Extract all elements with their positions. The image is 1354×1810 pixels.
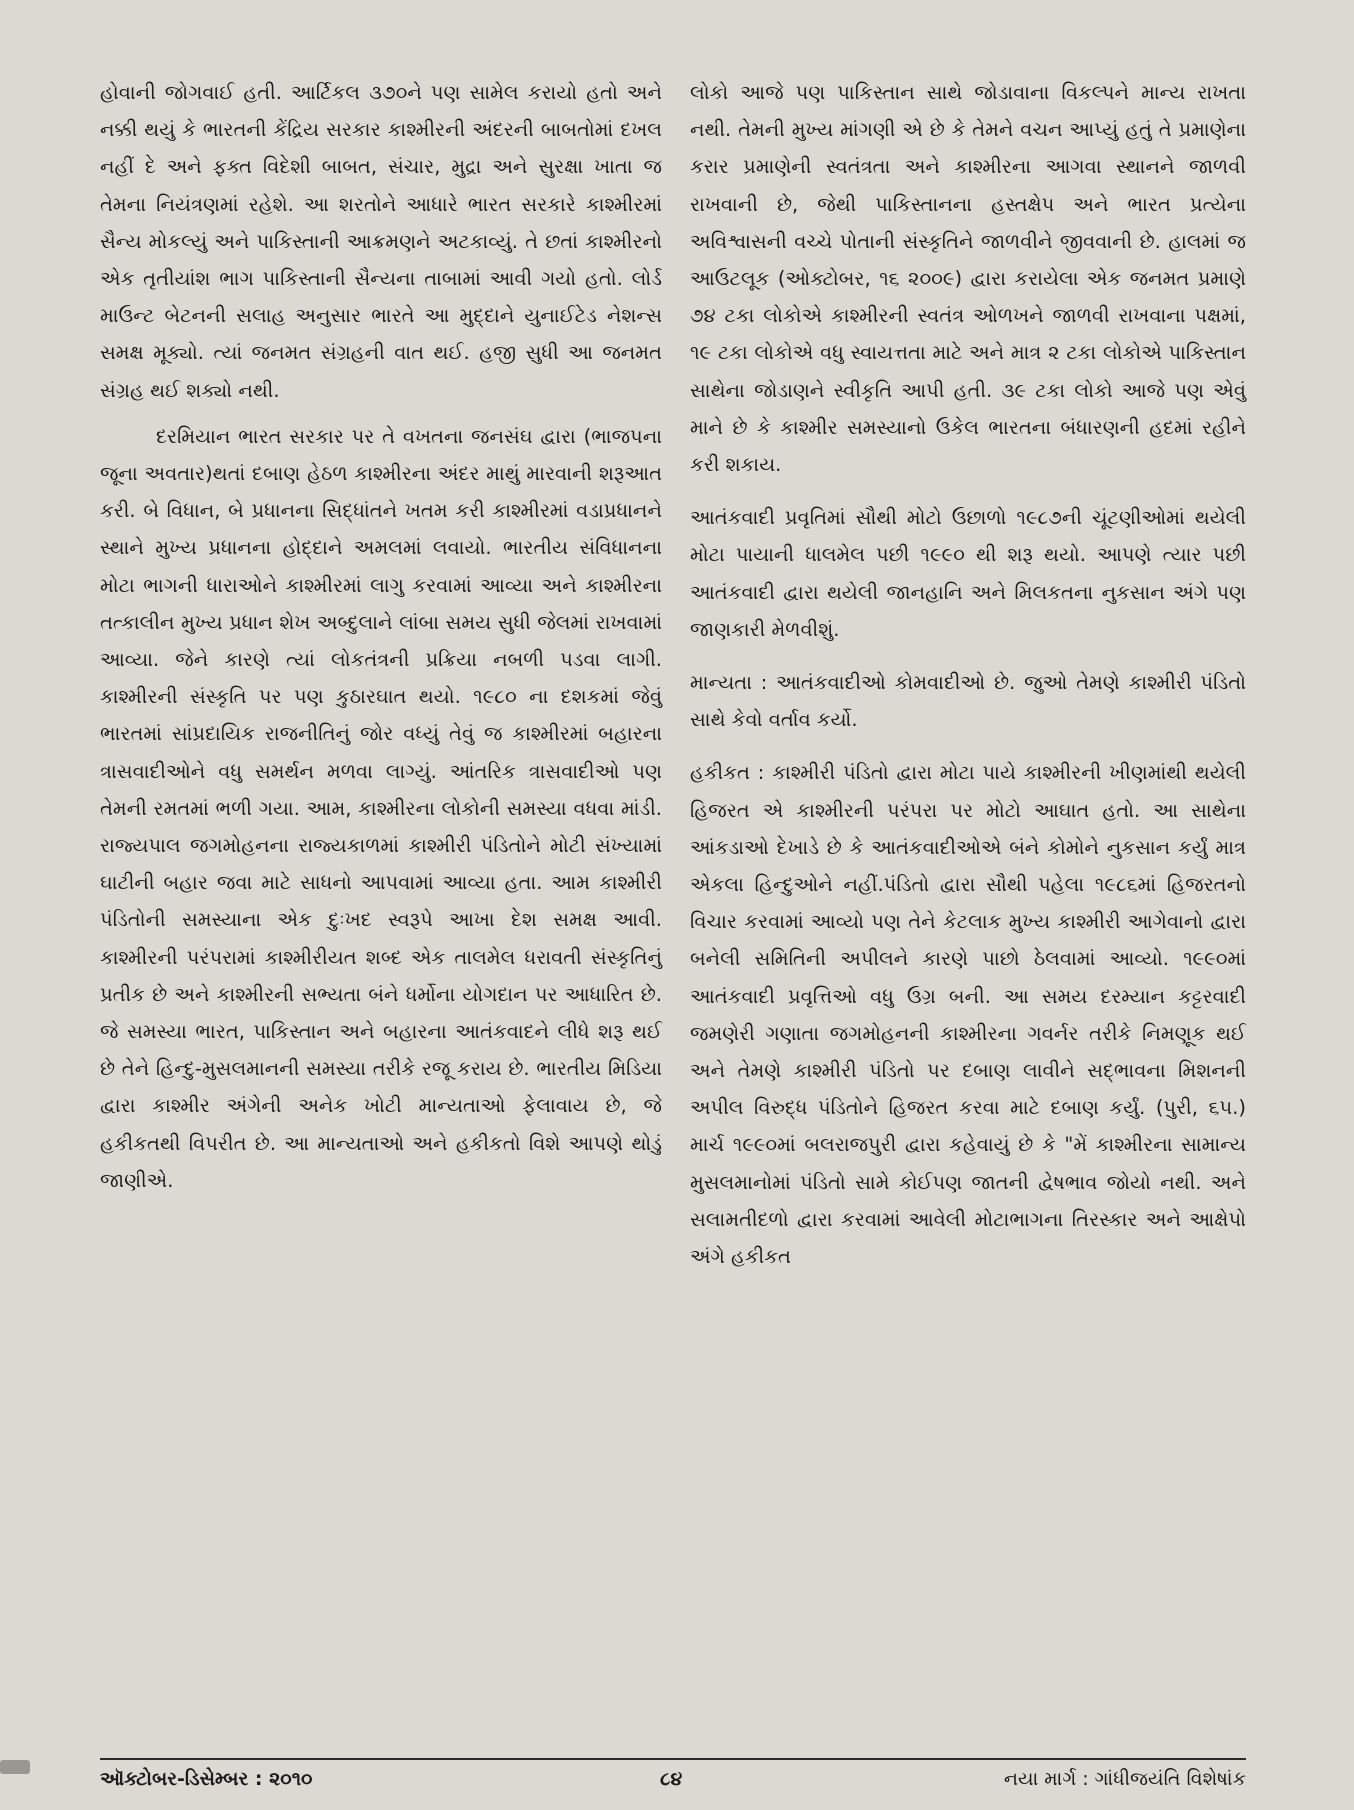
page-number: ૮૪ (660, 1768, 683, 1790)
paragraph: આતંકવાદી પ્રવૃતિમાં સૌથી મોટો ઉછાળો ૧૯૮૭ની ચૂંટણીઓમાં થયેલી મોટા પાયાની ધાલમેલ પછી ૧૯૯૦ થી શરૂ થયો. આપણે ત્યાર પછી આતંકવાદી દ્વારા થયેલી જાનહાનિ અને મિલકતના નુકસાન અંગે પણ જાણકારી મેળવીશું. (690, 506, 1246, 641)
paragraph: લોકો આજે પણ પાકિસ્તાન સાથે જોડાવાના વિકલ્પને માન્ય રાખતા નથી. તેમની મુખ્ય માંગણી એ છે કે તેમને વચન આપ્યું હતું તે પ્રમાણેના કરાર પ્રમાણેની સ્વતંત્રતા અને કાશ્મીરના આગવા સ્થાનને જાળવી રાખવાની છે, જેથી પાકિસ્તાનના હસ્તક્ષેપ અને ભારત પ્રત્યેના અવિશ્વાસની વચ્ચે પોતાની સંસ્કૃતિને જાળવીને જીવવાની છે. હાલમાં જ આઉટલૂક (ઓક્ટોબર, ૧૬ ૨૦૦૯) દ્વારા કરાયેલા એક જનમત પ્રમાણે ૭૪ ટકા લોકોએ કાશ્મીરની સ્વતંત્ર ઓળખને જાળવી રાખવાના પક્ષમાં, ૧૯ ટકા લોકોએ વધુ સ્વાયત્તતા માટે અને માત્ર ૨ ટકા લોકોએ પાકિસ્તાન સાથેના જોડાણને સ્વીકૃતિ આપી હતી. ૩૯ ટકા લોકો આજે પણ એવું માને છે કે કાશ્મીર સમસ્યાનો ઉકેલ ભારતના બંધારણની હદમાં રહીને કરી શકાય. (690, 81, 1246, 477)
right-column (690, 74, 1246, 1275)
footer-publication: નયા માર્ગ : ગાંધીજયંતિ વિશેષાંક (1003, 1768, 1246, 1790)
paragraph: દરમિયાન ભારત સરકાર પર તે વખતના જનસંઘ દ્વારા (ભાજપના જૂના અવતાર)થતાં દબાણ હેઠળ કાશ્મીરના અંદર માથું મારવાની શરૂઆત કરી. બે વિધાન, બે પ્રધાનના સિદ્ધાંતને ખતમ કરી કાશ્મીરમાં વડાપ્રધાનને સ્થાને મુખ્ય પ્રધાનના હોદ્દાને અમલમાં લવાયો. ભારતીય સંવિધાનના મોટા ભાગની ધારાઓને કાશ્મીરમાં લાગુ કરવામાં આવ્યા અને કાશ્મીરના તત્કાલીન મુખ્ય પ્રધાન શેખ અબ્દુલાને લાંબા સમય સુધી જેલમાં રાખવામાં આવ્યા. જેને કારણે ત્યાં લોકતંત્રની પ્રક્રિયા નબળી પડવા લાગી. કાશ્મીરની સંસ્કૃતિ પર પણ કુઠારઘાત થયો. ૧૯૮૦ ના દશકમાં જેવું ભારતમાં સાંપ્રદાયિક રાજનીતિનું જોર વધ્યું તેવું જ કાશ્મીરમાં બહારના ત્રાસવાદીઓને વધુ સમર્થન મળવા લાગ્યું. આંતરિક ત્રાસવાદીઓ પણ તેમની રમતમાં ભળી ગયા. આમ, કાશ્મીરના લોકોની સમસ્યા વધવા માંડી. રાજ્યપાલ જગમોહનના રાજ્યકાળમાં કાશ્મીરી પંડિતોને મોટી સંખ્યામાં ઘાટીની બહાર જવા માટે સાધનો આપવામાં આવ્યા હતા. આમ કાશ્મીરી પંડિતોની સમસ્યાના એક દુઃખદ સ્વરૂપે આખા દેશ સમક્ષ આવી. કાશ્મીરની પરંપરામાં કાશ્મીરીયત શબ્દ એક તાલમેલ ધરાવતી સંસ્કૃતિનું પ્રતીક છે અને કાશ્મીરની સભ્યતા બંને ધર્મોના યોગદાન પર આધારિત છે. જે સમસ્યા ભારત, પાકિસ્તાન અને બહારના આતંકવાદને લીધે શરૂ થઈ છે તેને હિન્દુ-મુસલમાનની સમસ્યા તરીકે રજૂ કરાય છે. ભારતીય મિડિયા દ્વારા કાશ્મીર અંગેની અનેક ખોટી માન્યતાઓ ફેલાવાય છે, જે હકીકતથી વિપરીત છે. આ માન્યતાઓ અને હકીકતો વિશે આપણે થોડું જાણીએ. (100, 424, 662, 1192)
paragraph: હોવાની જોગવાઈ હતી. આર્ટિકલ ૩૭૦ને પણ સામેલ કરાયો હતો અને નક્કી થયું કે ભારતની કેંદ્રિય સરકાર કાશ્મીરની અંદરની બાબતોમાં દખલ નહીં દે અને ફક્ત વિદેશી બાબત, સંચાર, મુદ્રા અને સુરક્ષા ખાતા જ તેમના નિયંત્રણમાં રહેશે. આ શરતોને આધારે ભારત સરકારે કાશ્મીરમાં સૈન્ય મોકલ્યું અને પાકિસ્તાની આક્રમણને અટકાવ્યું. તે છતાં કાશ્મીરનો એક તૃતીયાંશ ભાગ પાકિસ્તાની સૈન્યના તાબામાં આવી ગયો હતો. લોર્ડ માઉન્ટ બેટનની સલાહ અનુસાર ભારતે આ મુદ્દાને યુનાઈટેડ નેશન્સ સમક્ષ મૂક્યો. ત્યાં જનમત સંગ્રહની વાત થઈ. હજી સુધી આ જનમત સંગ્રહ થઈ શક્યો નથી. (100, 81, 662, 402)
scan-smudge (0, 1760, 30, 1774)
footer-date: ઑક્ટોબર-ડિસેમ્બર : ૨૦૧૦ (100, 1768, 313, 1790)
myth-paragraph: માન્યતા : આતંકવાદીઓ કોમવાદીઓ છે. જુઓ તેમણે કાશ્મીરી પંડિતો સાથે કેવો વર્તાવ કર્યો. (690, 671, 1246, 732)
left-column (100, 74, 662, 1199)
page-footer (100, 1768, 1246, 1798)
footer-divider (100, 1758, 1246, 1760)
fact-paragraph: હકીકત : કાશ્મીરી પંડિતો દ્વારા મોટા પાયે કાશ્મીરની ખીણમાંથી થયેલી હિજરત એ કાશ્મીરની પરંપરા પર મોટો આઘાત હતો. આ સાથેના આંકડાઓ દેખાડે છે કે આતંકવાદીઓએ બંને કોમોને નુકસાન કર્યું માત્ર એકલા હિન્દુઓને નહીં.પંડિતો દ્વારા સૌથી પહેલા ૧૯૮૬માં હિજરતનો વિચાર કરવામાં આવ્યો પણ તેને કેટલાક મુખ્ય કાશ્મીરી આગેવાનો દ્વારા બનેલી સમિતિની અપીલને કારણે પાછો ઠેલવામાં આવ્યો. ૧૯૯૦માં આતંકવાદી પ્રવૃત્તિઓ વધુ ઉગ્ર બની. આ સમય દરમ્યાન કટ્ટરવાદી જમણેરી ગણાતા જગમોહનની કાશ્મીરના ગવર્નર તરીકે નિમણૂક થઈ અને તેમણે કાશ્મીરી પંડિતો પર દબાણ લાવીને સદ્ભાવના મિશનની અપીલ વિરુદ્ધ પંડિતોને હિજરત કરવા માટે દબાણ કર્યું. (પુરી, ૬૫.) માર્ચ ૧૯૯૦માં બલરાજપુરી દ્વારા કહેવાયું છે કે "મેં કાશ્મીરના સામાન્ય મુસલમાનોમાં પંડિતો સામે કોઈપણ જાતની દ્વેષભાવ જોયો નથી. અને સલામતીદળો દ્વારા કરવામાં આવેલી મોટાભાગના તિરસ્કાર અને આક્ષેપો અંગે હકીકત (690, 761, 1246, 1269)
